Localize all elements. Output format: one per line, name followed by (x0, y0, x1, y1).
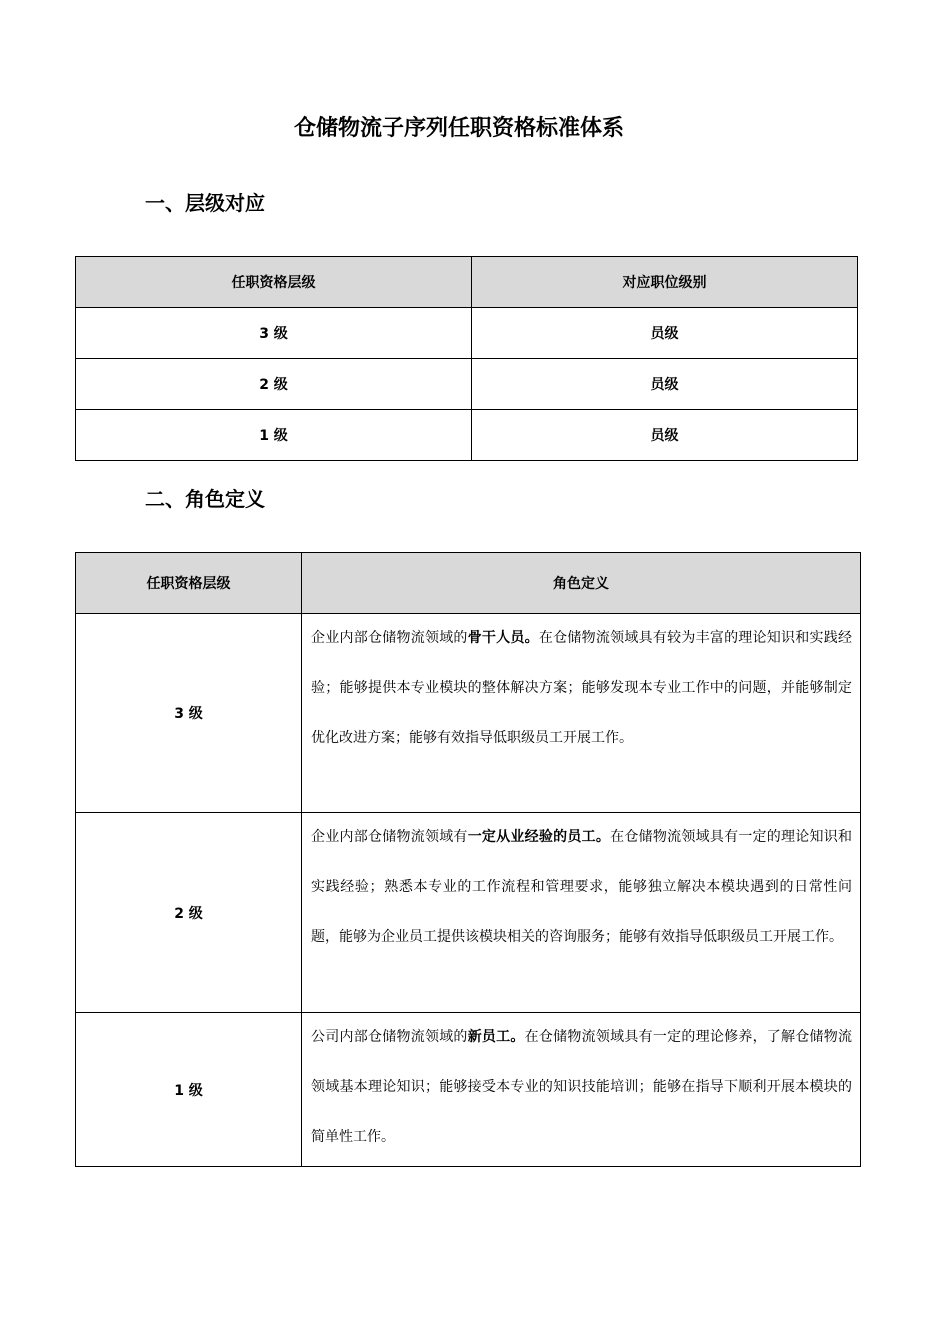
definition-body: 在仓储物流领域具有较为丰富的理论知识和实践经验；能够提供本专业模块的整体解决方案；能够发现本专业工作中的问题，并能够制定优化改进方案；能够有效指导低职级员工开展工作。 (311, 630, 853, 746)
role-definition-text (311, 613, 852, 763)
role-definition-text (311, 1012, 852, 1162)
table-row (76, 308, 858, 359)
qualification-level-cell: 2 级 (76, 359, 472, 410)
table-row (76, 813, 861, 1013)
qualification-level-cell: 1 级 (76, 410, 472, 461)
column-header-position-level: 对应职位级别 (472, 257, 858, 308)
document-title: 仓储物流子序列任职资格标准体系 (293, 116, 624, 141)
table-row (76, 410, 858, 461)
table-row (76, 359, 858, 410)
position-level-cell: 员级 (472, 359, 858, 410)
role-definition-text (311, 812, 852, 962)
qualification-level-cell: 1 级 (76, 1013, 302, 1167)
column-header-qualification-level: 任职资格层级 (76, 257, 472, 308)
definition-emphasis: 一定从业经验的员工。 (467, 829, 611, 845)
table-row (76, 1013, 861, 1167)
table-header-row (76, 553, 861, 614)
role-definition-table (75, 552, 861, 1167)
definition-emphasis: 新员工。 (467, 1029, 525, 1045)
definition-emphasis: 骨干人员。 (467, 630, 539, 646)
column-header-qualification-level: 任职资格层级 (76, 553, 302, 614)
role-definition-cell (302, 1013, 861, 1167)
level-mapping-table (75, 256, 858, 461)
table-row (76, 614, 861, 813)
qualification-level-cell: 3 级 (76, 308, 472, 359)
qualification-level-cell: 3 级 (76, 614, 302, 813)
definition-body: 在仓储物流领域具有一定的理论知识和实践经验；熟悉本专业的工作流程和管理要求，能够独立解决本模块遇到的日常性问题，能够为企业员工提供该模块相关的咨询服务；能够有效指导低职级员工开展工作。 (311, 829, 853, 945)
position-level-cell: 员级 (472, 308, 858, 359)
definition-prefix: 公司内部仓储物流领域的 (311, 1029, 468, 1045)
column-header-role-definition: 角色定义 (302, 553, 861, 614)
table-header-row (76, 257, 858, 308)
section-heading-role-definition: 二、角色定义 (145, 487, 265, 511)
definition-prefix: 企业内部仓储物流领域的 (311, 630, 468, 646)
section-heading-level-mapping: 一、层级对应 (145, 191, 265, 215)
role-definition-cell (302, 614, 861, 813)
definition-body: 在仓储物流领域具有一定的理论修养，了解仓储物流领域基本理论知识；能够接受本专业的知识技能培训；能够在指导下顺利开展本模块的简单性工作。 (311, 1029, 853, 1145)
position-level-cell: 员级 (472, 410, 858, 461)
definition-prefix: 企业内部仓储物流领域有 (311, 829, 468, 845)
role-definition-cell (302, 813, 861, 1013)
qualification-level-cell: 2 级 (76, 813, 302, 1013)
